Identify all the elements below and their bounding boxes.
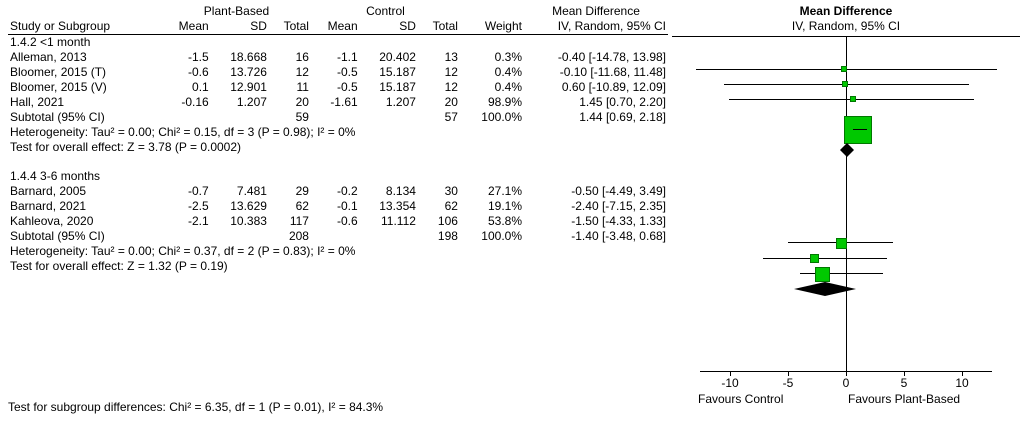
control-sd: 1.207 bbox=[385, 95, 416, 109]
plant-total: 62 bbox=[295, 199, 309, 213]
meta-analysis-table bbox=[8, 4, 668, 274]
overall-effect-text: Test for overall effect: Z = 1.32 (P = 0.19) bbox=[10, 259, 228, 273]
subtotal-blank bbox=[162, 110, 211, 125]
weight: 53.8% bbox=[487, 214, 522, 228]
plant-sd: 12.901 bbox=[230, 80, 267, 94]
table-row bbox=[8, 184, 668, 199]
plant-total: 29 bbox=[295, 184, 309, 198]
study-name: Hall, 2021 bbox=[10, 95, 65, 109]
ci-value: -1.50 [-4.33, 1.33] bbox=[571, 214, 666, 228]
ci-value: 1.45 [0.70, 2.20] bbox=[579, 95, 666, 109]
subtotal-blank bbox=[360, 110, 418, 125]
weight: 0.3% bbox=[494, 50, 522, 64]
table-row bbox=[8, 65, 668, 80]
plant-sd: 7.481 bbox=[236, 184, 267, 198]
group-header-spacer bbox=[8, 4, 162, 19]
study-name: Barnard, 2021 bbox=[10, 199, 87, 213]
spacer-cell bbox=[8, 155, 668, 169]
plant-sd: 13.726 bbox=[230, 65, 267, 79]
plant-total: 11 bbox=[296, 80, 309, 94]
control-total: 13 bbox=[444, 50, 458, 64]
col-plant-sd: SD bbox=[211, 19, 269, 35]
col-study-or-subgroup: Study or Subgroup bbox=[8, 19, 162, 35]
effect-marker-barnard-2005 bbox=[836, 238, 847, 249]
control-sd: 15.187 bbox=[379, 65, 416, 79]
subtotal-ci: -1.40 [-3.48, 0.68] bbox=[571, 229, 666, 243]
ci-line-kahleova-2020 bbox=[800, 273, 883, 274]
effect-marker-hall-2021 bbox=[844, 116, 872, 144]
control-mean: -0.6 bbox=[336, 214, 358, 228]
subtotal-weight: 100.0% bbox=[481, 229, 522, 243]
control-sd: 20.402 bbox=[379, 50, 416, 64]
control-mean: -0.2 bbox=[336, 184, 358, 198]
plant-mean: -0.6 bbox=[188, 65, 209, 79]
control-total: 62 bbox=[444, 199, 458, 213]
effect-marker-alleman-2013 bbox=[841, 66, 847, 72]
control-total: 12 bbox=[444, 65, 458, 79]
plant-sd: 1.207 bbox=[236, 95, 267, 109]
control-sd: 11.112 bbox=[381, 214, 416, 228]
ci-value: -0.40 [-14.78, 13.98] bbox=[557, 50, 666, 64]
favours-control-label: Favours Control bbox=[698, 392, 784, 406]
overall-effect-row bbox=[8, 140, 668, 155]
control-mean: -1.61 bbox=[330, 95, 358, 109]
col-plant-total: Total bbox=[269, 19, 311, 35]
subtotal-weight: 100.0% bbox=[481, 110, 522, 124]
control-mean: -1.1 bbox=[336, 50, 358, 64]
x-tick-label-zero: 0 bbox=[842, 376, 850, 390]
subgroup-label-row bbox=[8, 169, 668, 184]
overall-effect-row bbox=[8, 259, 668, 274]
plant-total: 117 bbox=[289, 214, 309, 228]
plant-total: 20 bbox=[295, 95, 309, 109]
col-control-sd: SD bbox=[360, 19, 418, 35]
plant-mean: 0.1 bbox=[192, 80, 209, 94]
forest-plot-panel bbox=[672, 4, 1020, 418]
subtotal-plant-total: 208 bbox=[288, 229, 309, 243]
weight: 98.9% bbox=[487, 95, 522, 109]
col-plant-mean: Mean bbox=[162, 19, 211, 35]
ci-line-barnard-2021 bbox=[763, 258, 887, 259]
control-sd: 15.187 bbox=[379, 80, 416, 94]
x-tick-label-minus5: -5 bbox=[782, 376, 794, 390]
col-weight: Weight bbox=[460, 19, 524, 35]
plant-mean: -2.5 bbox=[188, 199, 209, 213]
subtotal-row bbox=[8, 229, 668, 244]
group-header-weight-spacer bbox=[460, 4, 524, 19]
table-row bbox=[8, 199, 668, 214]
control-mean: -0.5 bbox=[336, 80, 358, 94]
weight: 0.4% bbox=[494, 80, 522, 94]
subgroup-label-row bbox=[8, 35, 668, 51]
control-total: 20 bbox=[444, 95, 458, 109]
subtotal-ci: 1.44 [0.69, 2.18] bbox=[579, 110, 666, 124]
control-mean: -0.1 bbox=[336, 199, 358, 213]
table-row bbox=[8, 95, 668, 110]
control-sd: 8.134 bbox=[385, 184, 416, 198]
effect-marker-bloomer-2015-t bbox=[842, 81, 848, 87]
subgroup-label-1: 1.4.2 <1 month bbox=[10, 35, 91, 49]
subtotal-control-total: 57 bbox=[444, 110, 458, 124]
control-total: 106 bbox=[437, 214, 458, 228]
effect-marker-kahleova-2020 bbox=[815, 267, 830, 282]
table-row bbox=[8, 80, 668, 95]
null-effect-line bbox=[846, 37, 847, 371]
control-total: 30 bbox=[444, 184, 458, 198]
plant-mean: -1.5 bbox=[188, 50, 209, 64]
heterogeneity-row bbox=[8, 244, 668, 259]
plant-mean: -0.7 bbox=[188, 184, 209, 198]
study-name: Bloomer, 2015 (V) bbox=[10, 80, 107, 94]
x-tick-label-5: 5 bbox=[900, 376, 908, 390]
control-mean: -0.5 bbox=[336, 65, 358, 79]
study-name: Barnard, 2005 bbox=[10, 184, 87, 198]
table-row bbox=[8, 214, 668, 229]
plant-mean: -2.1 bbox=[188, 214, 209, 228]
ci-value: -2.40 [-7.15, 2.35] bbox=[571, 199, 666, 213]
ci-value: -0.50 [-4.49, 3.49] bbox=[571, 184, 666, 198]
subtotal-row bbox=[8, 110, 668, 125]
subtotal-control-total: 198 bbox=[437, 229, 458, 243]
group-header-plant-based: Plant-Based bbox=[203, 4, 270, 18]
study-name: Alleman, 2013 bbox=[10, 50, 87, 64]
overall-effect-text: Test for overall effect: Z = 3.78 (P = 0.0002) bbox=[10, 140, 242, 154]
subtotal-blank bbox=[311, 229, 360, 244]
plant-sd: 13.629 bbox=[230, 199, 267, 213]
group-header-control: Control bbox=[366, 4, 405, 18]
plant-sd: 18.668 bbox=[230, 50, 267, 64]
x-tick-label-minus10: -10 bbox=[721, 376, 739, 390]
group-header-row bbox=[8, 4, 668, 19]
column-header-row bbox=[8, 19, 668, 35]
plot-subtitle: IV, Random, 95% CI bbox=[791, 19, 901, 33]
subgroup-label-2: 1.4.4 3-6 months bbox=[10, 169, 101, 183]
col-ci: IV, Random, 95% CI bbox=[524, 19, 668, 35]
ci-value: -0.10 [-11.68, 11.48] bbox=[559, 65, 666, 79]
subtotal-label: Subtotal (95% CI) bbox=[10, 110, 105, 124]
ci-value: 0.60 [-10.89, 12.09] bbox=[561, 80, 666, 94]
study-name: Bloomer, 2015 (T) bbox=[10, 65, 107, 79]
x-tick-label-10: 10 bbox=[955, 376, 969, 390]
group-header-mean-difference: Mean Difference bbox=[552, 4, 640, 18]
subtotal-blank bbox=[211, 110, 269, 125]
study-name: Kahleova, 2020 bbox=[10, 214, 94, 228]
col-control-mean: Mean bbox=[311, 19, 360, 35]
table-row bbox=[8, 50, 668, 65]
plant-total: 16 bbox=[295, 50, 309, 64]
plant-total: 12 bbox=[295, 65, 309, 79]
plant-mean: -0.16 bbox=[181, 95, 209, 109]
subtotal-blank bbox=[360, 229, 418, 244]
effect-marker-barnard-2021 bbox=[810, 254, 819, 263]
subtotal-blank bbox=[211, 229, 269, 244]
favours-plant-based-label: Favours Plant-Based bbox=[848, 392, 961, 406]
spacer-row bbox=[8, 155, 668, 169]
weight: 0.4% bbox=[494, 65, 522, 79]
weight: 19.1% bbox=[487, 199, 522, 213]
heterogeneity-row bbox=[8, 125, 668, 140]
subtotal-diamond-1 bbox=[840, 143, 866, 157]
ci-line-hall-2021 bbox=[853, 129, 867, 130]
subtotal-diamond-2 bbox=[794, 282, 858, 296]
heterogeneity-text: Heterogeneity: Tau² = 0.00; Chi² = 0.15, df = 3 (P = 0.98); I² = 0% bbox=[10, 125, 356, 139]
col-control-total: Total bbox=[418, 19, 460, 35]
subgroup-differences-text: Test for subgroup differences: Chi² = 6.35, df = 1 (P = 0.01), I² = 84.3% bbox=[8, 400, 384, 414]
plant-sd: 10.383 bbox=[230, 214, 267, 228]
weight: 27.1% bbox=[487, 184, 522, 198]
heterogeneity-text: Heterogeneity: Tau² = 0.00; Chi² = 0.37, df = 2 (P = 0.83); I² = 0% bbox=[10, 244, 356, 258]
subtotal-plant-total: 59 bbox=[295, 110, 309, 124]
subtotal-label: Subtotal (95% CI) bbox=[10, 229, 105, 243]
control-total: 12 bbox=[444, 80, 458, 94]
plot-title: Mean Difference bbox=[799, 4, 893, 18]
effect-marker-bloomer-2015-v bbox=[850, 96, 856, 102]
subtotal-blank bbox=[162, 229, 211, 244]
control-sd: 13.354 bbox=[379, 199, 416, 213]
subtotal-blank bbox=[311, 110, 360, 125]
